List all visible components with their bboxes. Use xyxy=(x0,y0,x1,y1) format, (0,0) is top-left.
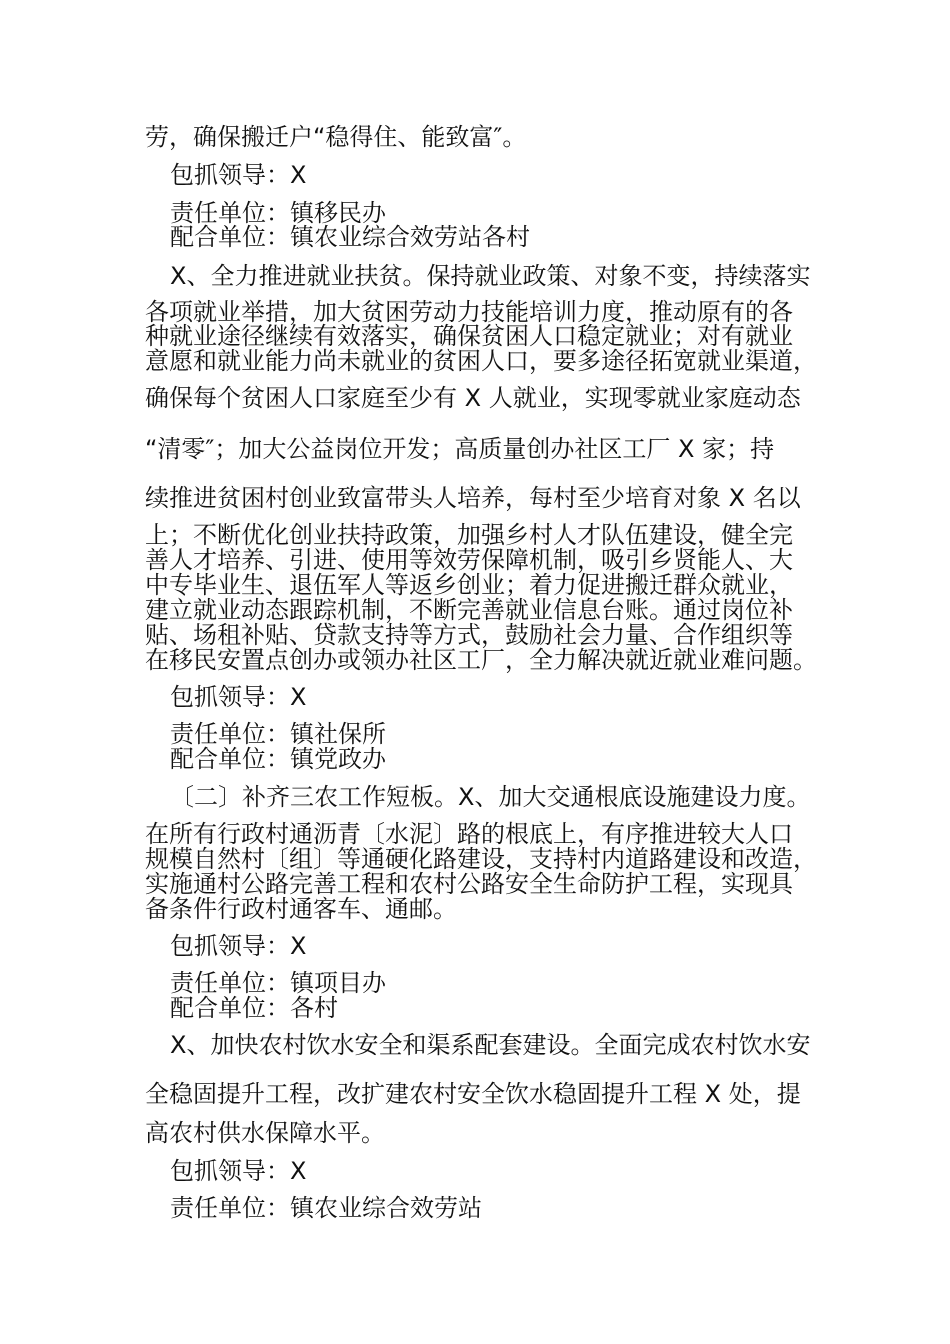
paragraph-line: 续推进贫困村创业致富带头人培养，每村至少培育对象 X 名以 xyxy=(145,484,801,512)
cooperating-unit-line: 配合单位：镇农业综合效劳站各村 xyxy=(170,223,530,251)
cooperating-unit-line: 配合单位：各村 xyxy=(170,994,338,1022)
paragraph-line: 实施通村公路完善工程和农村公路安全生命防护工程，实现具 xyxy=(145,870,793,898)
paragraph-line: 全稳固提升工程，改扩建农村安全饮水稳固提升工程 X 处，提 xyxy=(145,1080,801,1108)
paragraph-line: 备条件行政村通客车、通邮。 xyxy=(145,895,457,923)
paragraph-line: 在移民安置点创办或领办社区工厂，全力解决就近就业难问题。 xyxy=(145,646,817,674)
cooperating-unit-line: 配合单位：镇党政办 xyxy=(170,745,386,773)
leader-line: 包抓领导：X xyxy=(170,161,307,189)
paragraph-line: 确保每个贫困人口家庭至少有 X 人就业，实现零就业家庭动态 xyxy=(145,384,801,412)
section-heading-line: X、加快农村饮水安全和渠系配套建设。全面完成农村饮水安 xyxy=(170,1031,811,1059)
responsible-unit-line: 责任单位：镇农业综合效劳站 xyxy=(170,1194,482,1222)
paragraph-line: 中专毕业生、退伍军人等返乡创业；着力促进搬迁群众就业， xyxy=(145,571,793,599)
paragraph-line: 贴、场租补贴、贷款支持等方式，鼓励社会力量、合作组织等 xyxy=(145,621,793,649)
paragraph-line: 种就业途径继续有效落实，确保贫困人口稳定就业；对有就业 xyxy=(145,322,793,350)
responsible-unit-line: 责任单位：镇移民办 xyxy=(170,199,386,227)
paragraph-line: 上；不断优化创业扶持政策，加强乡村人才队伍建设，健全完 xyxy=(145,521,793,549)
leader-line: 包抓领导：X xyxy=(170,1157,307,1185)
paragraph-line: 各项就业举措，加大贫困劳动力技能培训力度，推动原有的各 xyxy=(145,298,793,326)
responsible-unit-line: 责任单位：镇社保所 xyxy=(170,720,386,748)
section-heading-line: X、全力推进就业扶贫。保持就业政策、对象不变，持续落实 xyxy=(170,262,811,290)
leader-line: 包抓领导：X xyxy=(170,683,307,711)
section-heading-line: 〔二〕补齐三农工作短板。X、加大交通根底设施建设力度。 xyxy=(170,783,811,811)
paragraph-line: 在所有行政村通沥青〔水泥〕路的根底上，有序推进较大人口 xyxy=(145,820,793,848)
paragraph-line: 高农村供水保障水平。 xyxy=(145,1119,385,1147)
responsible-unit-line: 责任单位：镇项目办 xyxy=(170,969,386,997)
paragraph-line: 规模自然村〔组〕等通硬化路建设，支持村内道路建设和改造， xyxy=(145,845,817,873)
paragraph-line: 善人才培养、引进、使用等效劳保障机制，吸引乡贤能人、大 xyxy=(145,546,793,574)
paragraph-line: 建立就业动态跟踪机制，不断完善就业信息台账。通过岗位补 xyxy=(145,596,793,624)
paragraph-line: “清零″；加大公益岗位开发；高质量创办社区工厂 X 家；持 xyxy=(145,435,775,463)
paragraph-line: 意愿和就业能力尚未就业的贫困人口，要多途径拓宽就业渠道， xyxy=(145,347,817,375)
leader-line: 包抓领导：X xyxy=(170,932,307,960)
paragraph-continuation-line: 劳，确保搬迁户“稳得住、能致富″。 xyxy=(145,123,527,151)
